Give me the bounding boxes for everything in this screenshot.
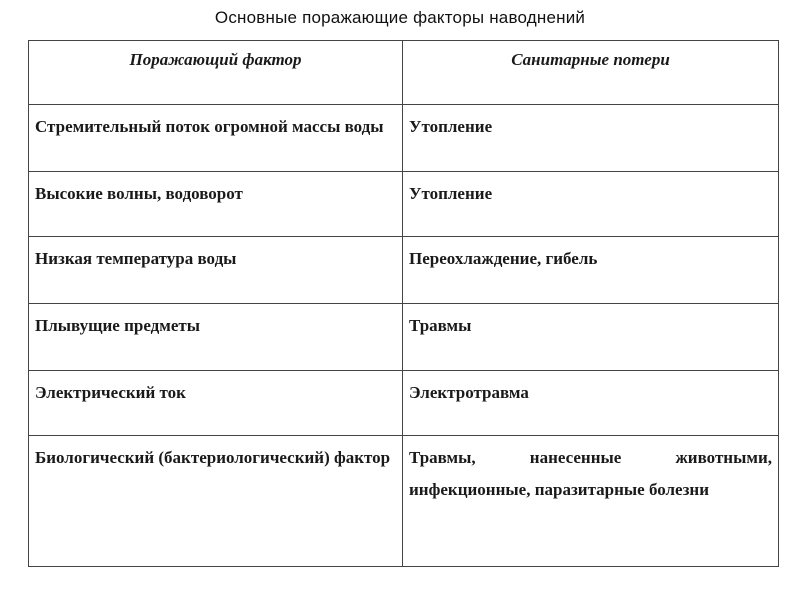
factor-cell: Стремительный поток огромной массы воды — [29, 105, 403, 172]
column-header-losses: Санитарные потери — [403, 41, 779, 105]
factor-cell: Биологический (бактериологический) фактор — [29, 436, 403, 567]
losses-cell: Электротравма — [403, 371, 779, 436]
table-row — [29, 105, 779, 172]
losses-cell: Переохлаждение, гибель — [403, 237, 779, 304]
losses-cell: Травмы — [403, 304, 779, 371]
factor-cell: Электрический ток — [29, 371, 403, 436]
table-header-row — [29, 41, 779, 105]
column-header-factor: Поражающий фактор — [29, 41, 403, 105]
table-row — [29, 304, 779, 371]
table-row — [29, 436, 779, 567]
table-row — [29, 237, 779, 304]
factor-cell: Плывущие предметы — [29, 304, 403, 371]
table-row — [29, 172, 779, 237]
table-row — [29, 371, 779, 436]
factor-cell: Высокие волны, водоворот — [29, 172, 403, 237]
flood-factors-table — [28, 40, 779, 567]
losses-cell: Травмы, нанесенные животными, инфекционные, паразитарные болезни — [403, 436, 779, 567]
page-title: Основные поражающие факторы наводнений — [214, 8, 586, 27]
losses-cell: Утопление — [403, 105, 779, 172]
factor-cell: Низкая температура воды — [29, 237, 403, 304]
losses-cell: Утопление — [403, 172, 779, 237]
